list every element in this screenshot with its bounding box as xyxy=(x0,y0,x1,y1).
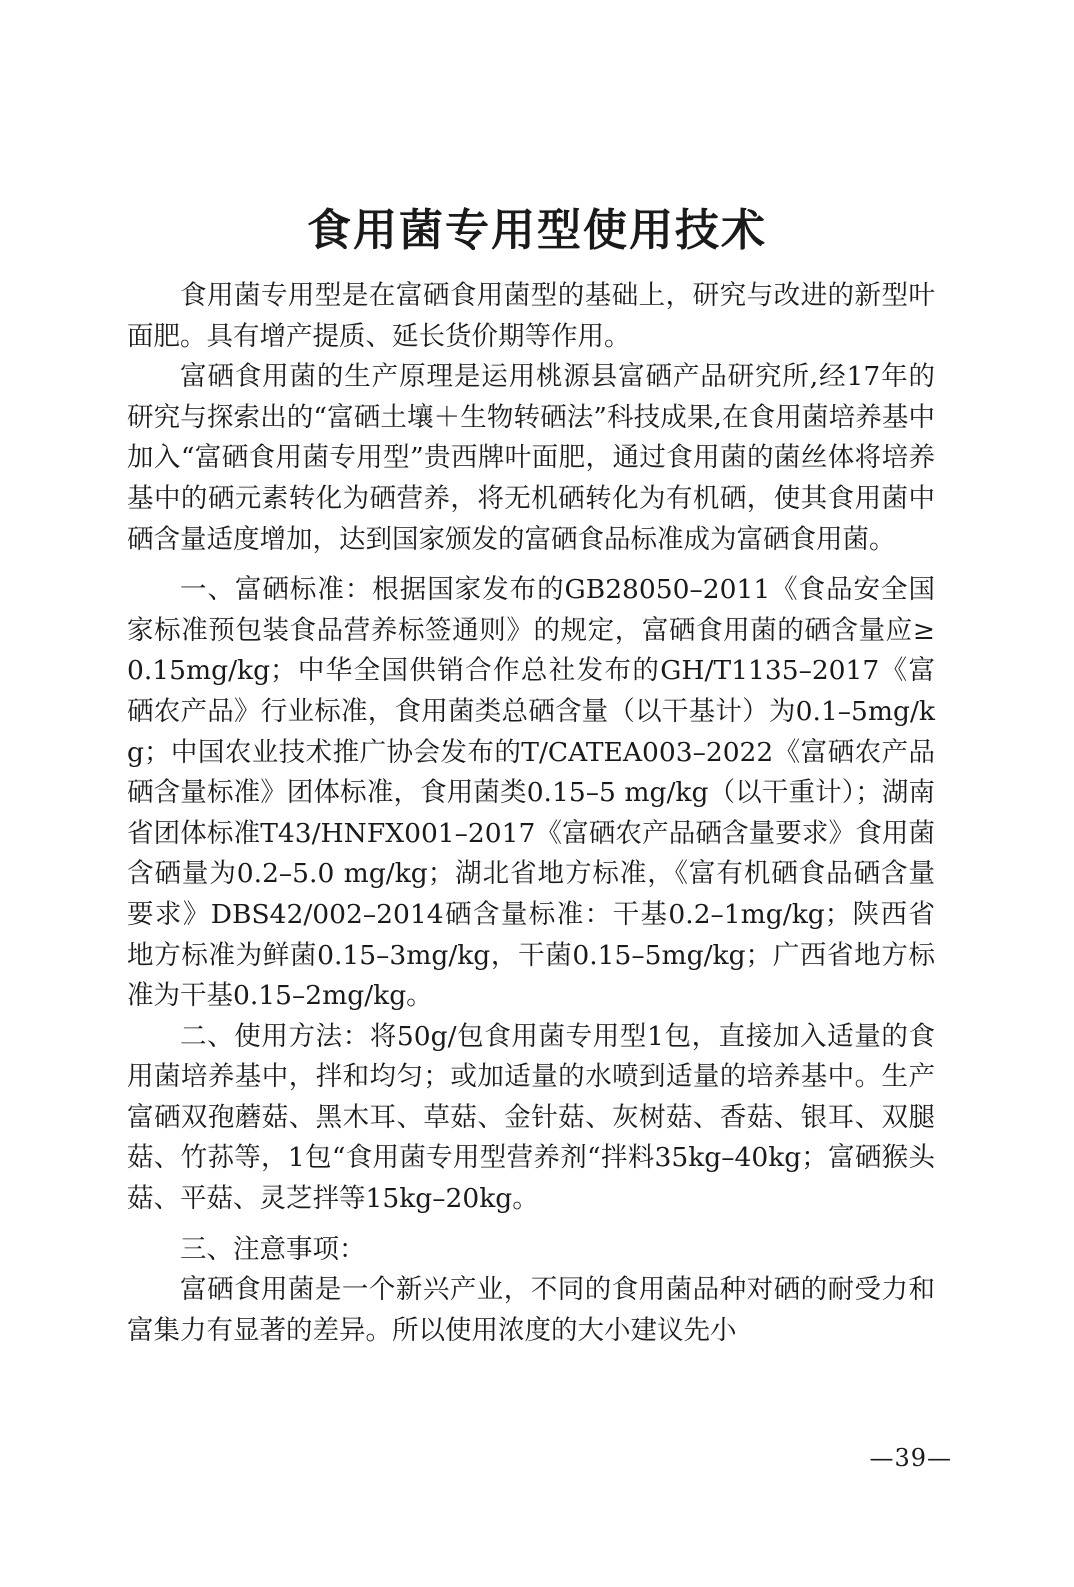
section-heading-usage: 二、使用方法 xyxy=(180,1020,343,1052)
page-title: 食用菌专用型使用技术 xyxy=(307,205,767,256)
section-text-usage: ：将50g/包食用菌专用型1包，直接加入适量的食用菌培养基中，拌和均匀；或加适量的水喷到适量的培养基中。生产富硒双孢蘑菇、黑木耳、草菇、金针菇、灰树菇、香菇、银耳、双腿菇、竹荪等，1包“食用菌专用型营养剂“拌料35kg–40kg；富硒猴头菇、平菇、灵芝拌等15kg–20kg。 xyxy=(127,1020,935,1215)
section-heading-standards: 一、富硒标准 xyxy=(180,574,345,606)
section-notes xyxy=(127,1230,935,1271)
section-text-notes: ： xyxy=(339,1233,366,1265)
section-text-standards: ：根据国家发布的GB28050–2011《食品安全国家标准预包装食品营养标签通则》的规定，富硒食用菌的硒含量应≥0.15mg/kg；中华全国供销合作总社发布的GH/T1135–2017《富硒农产品》行业标准，食用菌类总硒含量（以干基计）为0.1–5mg/kg；中国农业技术推广协会发布的T/CATEA003–2022《富硒农产品硒含量标准》团体标准，食用菌类0.15–5 mg/kg（以干重计）；湖南省团体标准T43/HNFX001–2017《富硒农产品硒含量要求》食用菌含硒量为0.2–5.0 mg/kg；湖北省地方标准，《富有机硒食品硒含量要求》DBS42/002–2014硒含量标准：干基0.2–1mg/kg；陕西省地方标准为鲜菌0.15–3mg/kg，干菌0.15–5mg/kg；广西省地方标准为干基0.15–2mg/kg。 xyxy=(127,574,935,1012)
intro-paragraph-2: 富硒食用菌的生产原理是运用桃源县富硒产品研究所,经17年的研究与探索出的“富硒土壤＋生物转硒法”科技成果,在食用菌培养基中加入“富硒食用菌专用型”贵西牌叶面肥，通过食用菌的菌丝体将培养基中的硒元素转化为硒营养，将无机硒转化为有机硒，使其食用菌中硒含量适度增加，达到国家颁发的富硒食品标准成为富硒食用菌。 xyxy=(127,361,935,555)
intro-paragraph-1: 食用菌专用型是在富硒食用菌型的基础上，研究与改进的新型叶面肥。具有增产提质、延长货价期等作用。 xyxy=(127,280,935,352)
section-heading-notes: 三、注意事项 xyxy=(180,1233,339,1265)
section-standards xyxy=(127,570,935,1017)
page-number: —39— xyxy=(869,1444,952,1472)
closing-paragraph: 富硒食用菌是一个新兴产业，不同的食用菌品种对硒的耐受力和富集力有显著的差异。所以使用浓度的大小建议先小 xyxy=(127,1274,935,1346)
section-usage xyxy=(127,1017,935,1220)
body-text xyxy=(127,276,935,1351)
